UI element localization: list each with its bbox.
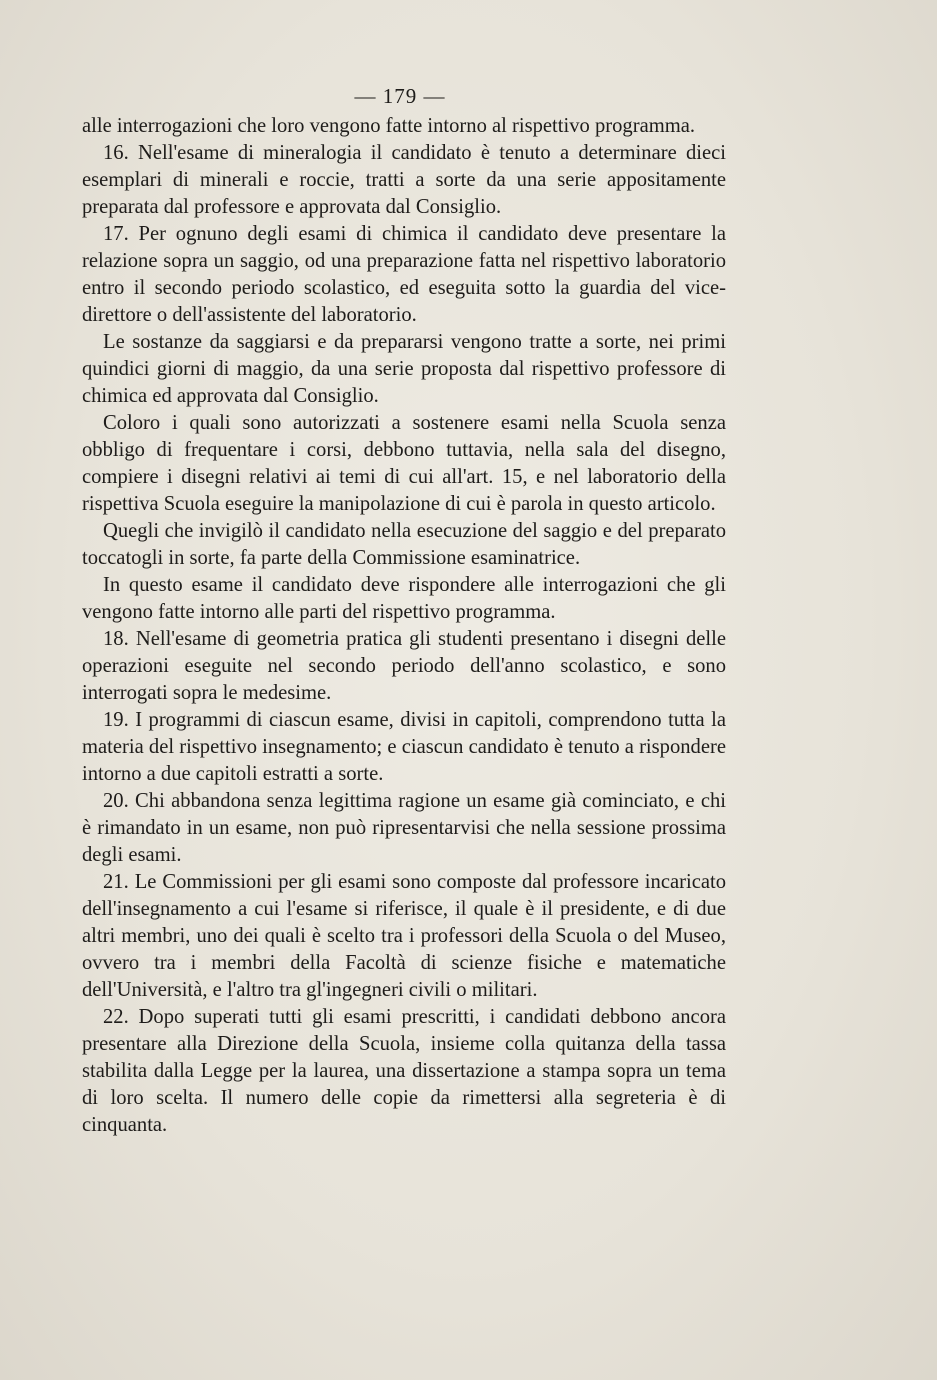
paragraph-18-geometria: 18. Nell'esame di geometria pratica gli studenti presentano i disegni delle operazioni eseguite nel secondo periodo dell'anno scolastico, e sono interrogati sopra le medesime. xyxy=(82,628,726,704)
paragraph-continued: alle interrogazioni che loro vengono fatte intorno al rispettivo programma. xyxy=(82,115,696,137)
paragraph-19-programmi: 19. I programmi di ciascun esame, divisi in capitoli, comprendono tutta la materia del rispettivo insegnamento; e ciascun candidato è tenuto a rispondere intorno a due capitoli estratti a sorte. xyxy=(82,709,726,785)
paragraph-17-chimica: 17. Per ognuno degli esami di chimica il candidato deve presentare la relazione sopra un saggio, od una preparazione fatta nel rispettivo laboratorio entro il secondo periodo scolastico, ed eseguita sotto la guardia del vice-direttore o dell'assistente del laboratorio. xyxy=(82,223,726,326)
body-text xyxy=(82,113,726,1139)
paragraph-17-interrogazioni: In questo esame il candidato deve rispondere alle interrogazioni che gli vengono fatte intorno alle parti del rispettivo programma. xyxy=(82,574,726,623)
paragraph-21-commissioni: 21. Le Commissioni per gli esami sono composte dal professore incaricato dell'insegnamento a cui l'esame si riferisce, il quale è il presidente, e di due altri membri, uno dei quali è scelto tra i professori della Scuola o del Museo, ovvero tra i membri della Facoltà di scienze fisiche e matematiche dell'Università, e l'altro tra gl'ingegneri civili o militari. xyxy=(82,871,726,1001)
paragraph-16-mineralogia: 16. Nell'esame di mineralogia il candidato è tenuto a determinare dieci esemplari di minerali e roccie, tratti a sorte da una serie appositamente preparata dal professore e approvata dal Consiglio. xyxy=(82,142,726,218)
paragraph-17-sostanze: Le sostanze da saggiarsi e da prepararsi vengono tratte a sorte, nei primi quindici giorni di maggio, da una serie proposta dal rispettivo professore di chimica ed approvata dal Consiglio. xyxy=(82,331,726,407)
paragraph-17-coloro: Coloro i quali sono autorizzati a sostenere esami nella Scuola senza obbligo di frequentare i corsi, debbono tuttavia, nella sala del disegno, compiere i disegni relativi ai temi di cui all'art. 15, e nel laboratorio della rispettiva Scuola eseguire la manipolazione di cui è parola in questo articolo. xyxy=(82,412,726,515)
paragraph-22-dissertazione: 22. Dopo superati tutti gli esami prescritti, i candidati debbono ancora presentare alla Direzione della Scuola, insieme colla quitanza della tassa stabilita dalla Legge per la laurea, una dissertazione a stampa sopra un tema di loro scelta. Il numero delle copie da rimettersi alla segreteria è di cinquanta. xyxy=(82,1006,726,1136)
paragraph-17-quegli: Quegli che invigilò il candidato nella esecuzione del saggio e del preparato toccatogli in sorte, fa parte della Commissione esaminatrice. xyxy=(82,520,726,569)
paragraph-20-abbandono: 20. Chi abbandona senza legittima ragione un esame già cominciato, e chi è rimandato in un esame, non può ripresentarvisi che nella sessione prossima degli esami. xyxy=(82,790,726,866)
page-number: — 179 — xyxy=(354,84,446,108)
